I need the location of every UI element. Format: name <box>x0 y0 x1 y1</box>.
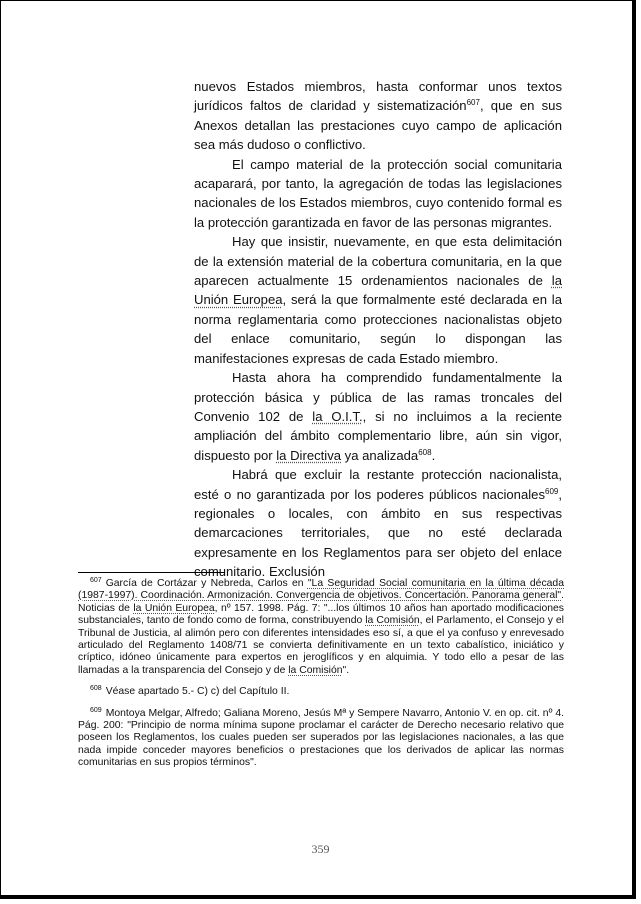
text-run: Hay que insistir, nuevamente, en que esta delimitación de la extensión material de la cobertura comunitaria, en la que aparecen actualmente 15 ordenamientos nacionales de <box>194 234 562 289</box>
text-run: , regionales o locales, con ámbito en sus respectivas demarcaciones territoriales, que no esté declarada expresamente en los Reglamentos para ser objeto del enlace comunitario. Exclusión <box>194 486 562 580</box>
text-run: nuevos Estados miembros, hasta conformar unos textos jurídicos faltos de claridad y sistematización <box>194 79 562 114</box>
underlined-term: "La Seguridad Social comunitaria en la última década (1987-1997). Coordinación. Armonización. Convergencia de objetivos. Concertación. Panorama general" <box>78 578 564 602</box>
footnote <box>78 708 564 770</box>
body-paragraph <box>194 465 562 581</box>
body-paragraph <box>194 368 562 465</box>
footnote <box>78 686 564 698</box>
underlined-term: la Comisión <box>288 664 343 676</box>
text-run: , si no incluimos a la reciente ampliación del ámbito complementario libre, aún sin vigor, dispuesto por <box>194 408 562 463</box>
text-run: ". <box>342 664 350 676</box>
underlined-term: la O.I.T. <box>312 408 363 424</box>
text-run: El campo material de la protección social comunitaria acaparará, por tanto, la agregación de todas las legislaciones nacionales de los Estados miembros, cuyo contenido formal es la protección garantizada en favor de las personas migrantes. <box>194 156 562 230</box>
footnotes-section <box>78 578 564 779</box>
page-number: 359 <box>311 842 330 856</box>
text-run: , el Parlamento, el Consejo y el Tribunal de Justicia, al alimón pero con diferentes intensidades eso sí, a que el ya confuso y enrevesado articulado del Reglamento 1408/71 se convierta definitivamente en un texto cabalístico, iniciático y críptico, idóneo únicamente para expertos en jeroglíficos y en alquimia. Y todo ello a pesar de las llamadas a la transparencia del Consejo y de <box>78 615 564 676</box>
footnote-ref: 608 <box>418 447 432 457</box>
body-paragraph <box>194 155 562 233</box>
footnote-ref: 609 <box>90 706 102 714</box>
body-paragraph <box>194 232 562 368</box>
main-body-text <box>194 77 562 582</box>
text-run: Habrá que excluir la restante protección nacionalista, esté o no garantizada por los poderes públicos nacionales <box>194 467 562 502</box>
text-run: , nº 157. 1998. Pág. 7: "...los últimos 10 años han aportado modificaciones substanciales, tanto de fondo como de forma, constribuyendo <box>78 602 564 627</box>
underlined-term: la Directiva <box>276 447 342 463</box>
text-run: Hasta ahora ha comprendido fundamentalmente la protección básica y pública de las ramas troncales del Convenio 102 de <box>194 370 562 424</box>
text-run: , será la que formalmente esté declarada en la norma reglamentaria como protecciones nacionalistas objeto del enlace comunitario, según lo dispongan las manifestaciones expresas de cada Estado miembro. <box>194 292 562 366</box>
text-run: ya analizada <box>341 447 419 463</box>
footnote-separator <box>78 572 225 573</box>
text-run: , que en sus Anexos detallan las prestaciones cuyo campo de aplicación sea más dudoso o conflictivo. <box>194 98 562 153</box>
footnote-ref: 607 <box>466 98 480 108</box>
text-run: Montoya Melgar, Alfredo; Galiana Moreno, Jesús Mª y Sempere Navarro, Antonio V. en op. cit. nº 4. Pág. 200: "Principio de norma mínima supone proclamar el carácter de Derecho necesario relativo que poseen los Reglamentos, los cuales pueden ser superados por las legislaciones nacionales, a las que nada impide conceder mayores beneficios o prestaciones que los derivados de aplicar las normas comunitarias en sus propios términos". <box>78 707 564 769</box>
text-run: . <box>431 447 436 463</box>
underlined-term: la Unión Europea <box>133 602 215 614</box>
body-paragraph <box>194 77 562 155</box>
underlined-term: la Comisión <box>365 615 420 627</box>
text-run: Véase apartado 5.- C) c) del Capítulo II. <box>105 686 290 698</box>
text-run: García de Cortázar y Nebreda, Carlos en <box>105 578 308 589</box>
footnote-ref: 607 <box>90 577 102 584</box>
underlined-term: la Unión Europea <box>194 273 562 308</box>
footnote <box>78 578 564 677</box>
text-run: . Noticias de <box>78 590 564 614</box>
footnote-ref: 608 <box>90 685 102 693</box>
footnote-ref: 609 <box>545 486 559 496</box>
